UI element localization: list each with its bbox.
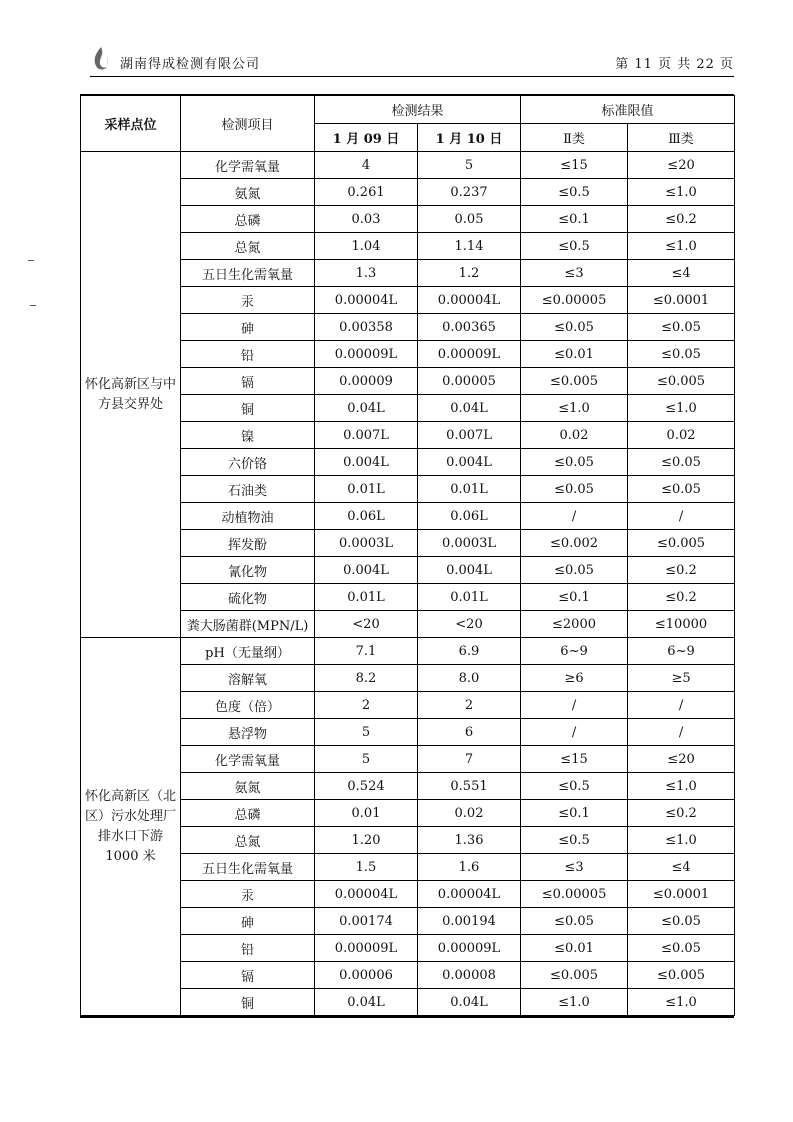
limit-class3-cell: ≤4 (628, 260, 735, 287)
value-day2-cell: 0.04L (418, 395, 521, 422)
limit-class3-cell: ≤20 (628, 746, 735, 773)
limit-class2-cell: ≤15 (521, 152, 628, 179)
value-day2-cell: <20 (418, 611, 521, 638)
item-cell: 粪大肠菌群(MPN/L) (181, 611, 315, 638)
value-day1-cell: 0.00009L (315, 935, 418, 962)
limit-class2-cell: ≤0.5 (521, 827, 628, 854)
limit-class3-cell: ≤1.0 (628, 827, 735, 854)
item-cell: 镉 (181, 368, 315, 395)
value-day1-cell: 0.524 (315, 773, 418, 800)
header-item: 检测项目 (181, 96, 315, 152)
limit-class2-cell: ≤0.1 (521, 206, 628, 233)
limit-class2-cell: ≤0.00005 (521, 287, 628, 314)
limit-class2-cell: / (521, 503, 628, 530)
limit-class2-cell: ≤3 (521, 260, 628, 287)
header-date-1: 1 月 09 日 (315, 124, 418, 152)
value-day2-cell: 1.36 (418, 827, 521, 854)
limit-class3-cell: ≤1.0 (628, 989, 735, 1016)
value-day2-cell: 5 (418, 152, 521, 179)
limit-class3-cell: ≤4 (628, 854, 735, 881)
scan-mark (30, 305, 36, 306)
value-day2-cell: 0.01L (418, 584, 521, 611)
value-day2-cell: 1.6 (418, 854, 521, 881)
company-logo-icon (90, 46, 112, 72)
value-day2-cell: 0.0003L (418, 530, 521, 557)
header-site: 采样点位 (81, 96, 181, 152)
limit-class3-cell: / (628, 692, 735, 719)
value-day1-cell: 1.04 (315, 233, 418, 260)
limit-class3-cell: ≤1.0 (628, 179, 735, 206)
value-day2-cell: 0.551 (418, 773, 521, 800)
item-cell: 硫化物 (181, 584, 315, 611)
value-day2-cell: 0.00009L (418, 341, 521, 368)
item-cell: 汞 (181, 881, 315, 908)
value-day1-cell: 0.261 (315, 179, 418, 206)
item-cell: 砷 (181, 908, 315, 935)
limit-class3-cell: ≤0.005 (628, 368, 735, 395)
limit-class3-cell: 0.02 (628, 422, 735, 449)
value-day1-cell: 1.5 (315, 854, 418, 881)
limit-class3-cell: ≤1.0 (628, 395, 735, 422)
value-day1-cell: 0.00006 (315, 962, 418, 989)
limit-class3-cell: ≤1.0 (628, 233, 735, 260)
value-day1-cell: 5 (315, 746, 418, 773)
value-day2-cell: 0.06L (418, 503, 521, 530)
value-day2-cell: 0.05 (418, 206, 521, 233)
limit-class2-cell: ≤15 (521, 746, 628, 773)
item-cell: 氰化物 (181, 557, 315, 584)
value-day2-cell: 0.00008 (418, 962, 521, 989)
item-cell: pH（无量纲） (181, 638, 315, 665)
value-day2-cell: 0.04L (418, 989, 521, 1016)
limit-class3-cell: ≥5 (628, 665, 735, 692)
page-header (90, 46, 734, 76)
value-day1-cell: <20 (315, 611, 418, 638)
item-cell: 五日生化需氧量 (181, 854, 315, 881)
value-day1-cell: 0.007L (315, 422, 418, 449)
value-day1-cell: 5 (315, 719, 418, 746)
limit-class3-cell: ≤0.0001 (628, 287, 735, 314)
value-day1-cell: 0.00004L (315, 881, 418, 908)
value-day1-cell: 0.00004L (315, 287, 418, 314)
value-day1-cell: 0.01L (315, 476, 418, 503)
limit-class2-cell: ≤0.05 (521, 449, 628, 476)
limit-class3-cell: ≤0.05 (628, 341, 735, 368)
value-day1-cell: 0.004L (315, 557, 418, 584)
item-cell: 溶解氧 (181, 665, 315, 692)
header-class-2: Ⅱ类 (521, 124, 628, 152)
value-day1-cell: 1.3 (315, 260, 418, 287)
limit-class2-cell: ≤0.005 (521, 368, 628, 395)
limit-class2-cell: ≤0.05 (521, 908, 628, 935)
limit-class3-cell: ≤0.05 (628, 314, 735, 341)
value-day1-cell: 0.04L (315, 395, 418, 422)
value-day1-cell: 0.004L (315, 449, 418, 476)
value-day1-cell: 2 (315, 692, 418, 719)
value-day2-cell: 7 (418, 746, 521, 773)
limit-class2-cell: ≤0.005 (521, 962, 628, 989)
table-row (81, 638, 735, 665)
item-cell: 总磷 (181, 800, 315, 827)
value-day1-cell: 0.00009 (315, 368, 418, 395)
value-day1-cell: 0.00174 (315, 908, 418, 935)
table-row (81, 152, 735, 179)
value-day2-cell: 1.2 (418, 260, 521, 287)
item-cell: 砷 (181, 314, 315, 341)
limit-class3-cell: ≤0.05 (628, 476, 735, 503)
limit-class3-cell: ≤0.005 (628, 530, 735, 557)
site-cell: 怀化高新区（北区）污水处理厂排水口下游 1000 米 (81, 638, 181, 1016)
limit-class3-cell: ≤0.2 (628, 557, 735, 584)
limit-class2-cell: 6~9 (521, 638, 628, 665)
table-bottom-rule (80, 1016, 734, 1018)
value-day2-cell: 6.9 (418, 638, 521, 665)
value-day2-cell: 0.237 (418, 179, 521, 206)
limit-class2-cell: ≤0.5 (521, 233, 628, 260)
item-cell: 镍 (181, 422, 315, 449)
limit-class3-cell: ≤1.0 (628, 773, 735, 800)
value-day1-cell: 0.01L (315, 584, 418, 611)
item-cell: 铜 (181, 989, 315, 1016)
value-day2-cell: 2 (418, 692, 521, 719)
limit-class3-cell: ≤10000 (628, 611, 735, 638)
limit-class3-cell: ≤0.2 (628, 584, 735, 611)
item-cell: 总磷 (181, 206, 315, 233)
limit-class2-cell: ≤0.05 (521, 314, 628, 341)
item-cell: 铅 (181, 935, 315, 962)
item-cell: 色度（倍） (181, 692, 315, 719)
item-cell: 悬浮物 (181, 719, 315, 746)
value-day1-cell: 8.2 (315, 665, 418, 692)
value-day1-cell: 0.00358 (315, 314, 418, 341)
results-table (80, 95, 735, 1016)
value-day2-cell: 8.0 (418, 665, 521, 692)
limit-class3-cell: ≤0.05 (628, 449, 735, 476)
site-cell: 怀化高新区与中方县交界处 (81, 152, 181, 638)
limit-class2-cell: ≤0.1 (521, 800, 628, 827)
value-day2-cell: 0.007L (418, 422, 521, 449)
value-day2-cell: 0.00005 (418, 368, 521, 395)
item-cell: 铜 (181, 395, 315, 422)
limit-class2-cell: 0.02 (521, 422, 628, 449)
value-day2-cell: 0.00365 (418, 314, 521, 341)
value-day1-cell: 0.03 (315, 206, 418, 233)
item-cell: 化学需氧量 (181, 152, 315, 179)
header-results: 检测结果 (315, 96, 521, 124)
value-day1-cell: 0.00009L (315, 341, 418, 368)
limit-class2-cell: ≤0.01 (521, 935, 628, 962)
value-day1-cell: 0.0003L (315, 530, 418, 557)
item-cell: 镉 (181, 962, 315, 989)
item-cell: 铅 (181, 341, 315, 368)
limit-class2-cell: ≤0.05 (521, 476, 628, 503)
value-day2-cell: 6 (418, 719, 521, 746)
value-day2-cell: 1.14 (418, 233, 521, 260)
value-day1-cell: 0.04L (315, 989, 418, 1016)
limit-class2-cell: ≤1.0 (521, 395, 628, 422)
header-class-3: Ⅲ类 (628, 124, 735, 152)
value-day2-cell: 0.00004L (418, 881, 521, 908)
limit-class2-cell: ≤0.00005 (521, 881, 628, 908)
value-day1-cell: 0.01 (315, 800, 418, 827)
value-day2-cell: 0.00009L (418, 935, 521, 962)
limit-class3-cell: / (628, 503, 735, 530)
item-cell: 五日生化需氧量 (181, 260, 315, 287)
item-cell: 动植物油 (181, 503, 315, 530)
value-day2-cell: 0.02 (418, 800, 521, 827)
value-day2-cell: 0.004L (418, 449, 521, 476)
value-day2-cell: 0.00194 (418, 908, 521, 935)
item-cell: 挥发酚 (181, 530, 315, 557)
item-cell: 汞 (181, 287, 315, 314)
limit-class3-cell: ≤0.005 (628, 962, 735, 989)
header-date-2: 1 月 10 日 (418, 124, 521, 152)
header-limits: 标准限值 (521, 96, 735, 124)
item-cell: 总氮 (181, 233, 315, 260)
limit-class2-cell: ≤0.1 (521, 584, 628, 611)
item-cell: 总氮 (181, 827, 315, 854)
item-cell: 氨氮 (181, 179, 315, 206)
limit-class3-cell: ≤0.0001 (628, 881, 735, 908)
limit-class2-cell: ≤0.5 (521, 179, 628, 206)
value-day2-cell: 0.004L (418, 557, 521, 584)
limit-class2-cell: / (521, 719, 628, 746)
scan-mark (28, 260, 34, 261)
item-cell: 氨氮 (181, 773, 315, 800)
value-day1-cell: 7.1 (315, 638, 418, 665)
limit-class3-cell: ≤0.05 (628, 908, 735, 935)
limit-class2-cell: ≤0.01 (521, 341, 628, 368)
company-name: 湖南得成检测有限公司 (120, 57, 261, 72)
limit-class2-cell: ≤1.0 (521, 989, 628, 1016)
limit-class3-cell: ≤0.05 (628, 935, 735, 962)
item-cell: 六价铬 (181, 449, 315, 476)
value-day1-cell: 4 (315, 152, 418, 179)
limit-class2-cell: ≤0.002 (521, 530, 628, 557)
limit-class2-cell: ≥6 (521, 665, 628, 692)
item-cell: 化学需氧量 (181, 746, 315, 773)
value-day1-cell: 0.06L (315, 503, 418, 530)
limit-class2-cell: / (521, 692, 628, 719)
limit-class2-cell: ≤0.05 (521, 557, 628, 584)
limit-class3-cell: ≤20 (628, 152, 735, 179)
limit-class3-cell: ≤0.2 (628, 800, 735, 827)
header-rule (90, 76, 734, 77)
item-cell: 石油类 (181, 476, 315, 503)
limit-class3-cell: 6~9 (628, 638, 735, 665)
limit-class2-cell: ≤0.5 (521, 773, 628, 800)
value-day2-cell: 0.01L (418, 476, 521, 503)
value-day2-cell: 0.00004L (418, 287, 521, 314)
limit-class3-cell: / (628, 719, 735, 746)
value-day1-cell: 1.20 (315, 827, 418, 854)
limit-class2-cell: ≤2000 (521, 611, 628, 638)
limit-class3-cell: ≤0.2 (628, 206, 735, 233)
page-number: 第 11 页 共 22 页 (615, 57, 734, 72)
limit-class2-cell: ≤3 (521, 854, 628, 881)
